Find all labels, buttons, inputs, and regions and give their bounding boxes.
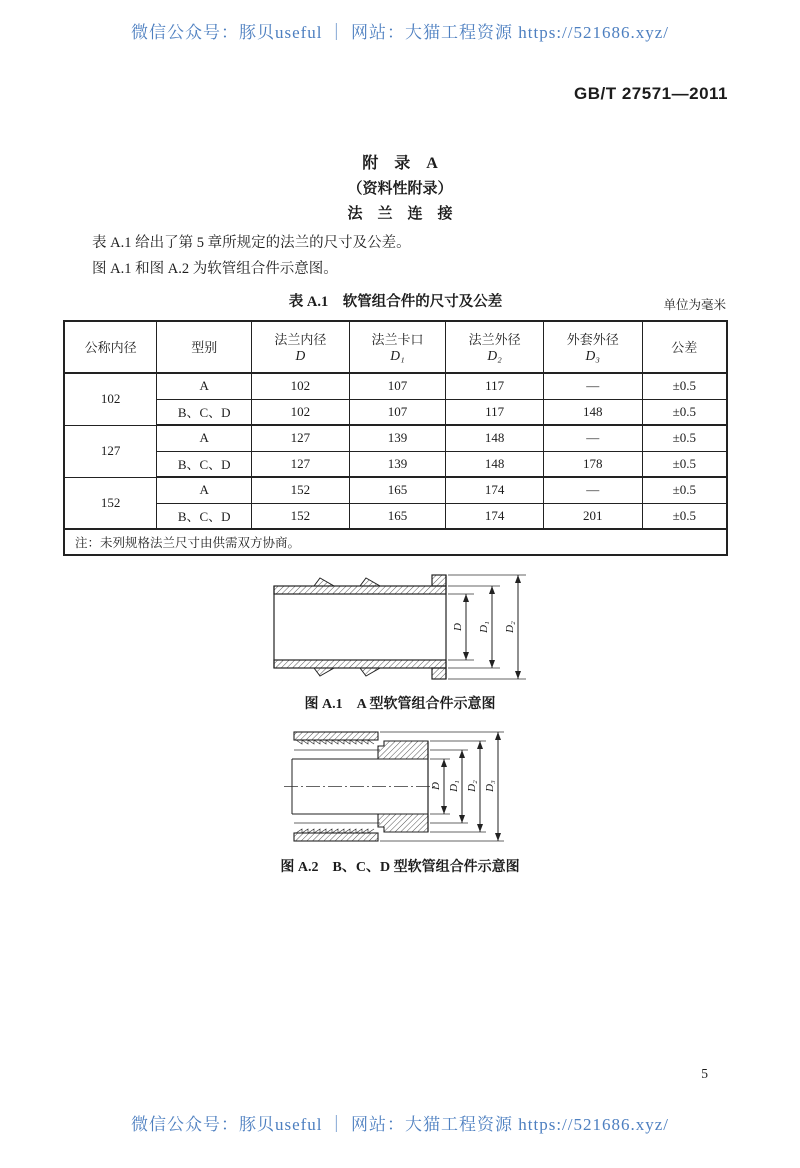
table-cell: A	[157, 373, 252, 399]
watermark-bottom: 微信公众号：豚贝useful ｜ 网站：大猫工程资源 https://521686.xyz/	[130, 1115, 670, 1134]
table-cell: 139	[349, 425, 446, 451]
table-cell: A	[157, 425, 252, 451]
hose-assembly-diagram-bcd-type	[280, 726, 520, 848]
table-cell-nominal: 152	[64, 477, 157, 529]
table-cell: B、C、D	[157, 399, 252, 425]
table-row	[64, 477, 727, 503]
table-cell-nominal: 102	[64, 373, 157, 425]
table-cell: 174	[446, 503, 543, 529]
table-cell: ±0.5	[642, 503, 727, 529]
watermark-top: 微信公众号：豚贝useful ｜ 网站：大猫工程资源 https://521686.xyz/	[130, 23, 670, 42]
table-cell: 117	[446, 399, 543, 425]
table-cell: 152	[252, 503, 349, 529]
figure-caption-a2: 图 A.2 B、C、D 型软管组合件示意图	[280, 860, 520, 875]
table-note-row	[64, 529, 727, 555]
table-cell: 102	[252, 399, 349, 425]
hose-assembly-diagram-a-type	[264, 566, 536, 690]
dimension-label: D₂	[466, 780, 478, 792]
dimension-label: D	[430, 782, 442, 790]
table-cell: 165	[349, 503, 446, 529]
paragraph-figure-ref: 图 A.1 和图 A.2 为软管组合件示意图。	[92, 261, 338, 277]
table-row	[64, 425, 727, 451]
table-cell: 127	[252, 425, 349, 451]
table-cell: 148	[446, 451, 543, 477]
table-row	[64, 503, 727, 529]
table-cell: ±0.5	[642, 399, 727, 425]
table-cell: 178	[543, 451, 642, 477]
col-header-sleeve-od: 外套外径 D₃	[543, 321, 642, 373]
dimension-table	[63, 320, 728, 556]
dimension-lines	[448, 575, 526, 679]
table-row	[64, 451, 727, 477]
table-cell: 107	[349, 373, 446, 399]
table-note: 注：未列规格法兰尺寸由供需双方协商。	[64, 529, 727, 555]
table-cell: ±0.5	[642, 373, 727, 399]
col-header-flange-od: 法兰外径 D₂	[446, 321, 543, 373]
dimension-label: D₂	[504, 621, 516, 633]
table-cell: 117	[446, 373, 543, 399]
table-row	[64, 399, 727, 425]
dimension-label: D₃	[484, 780, 496, 792]
table-cell: 148	[446, 425, 543, 451]
table-row	[64, 373, 727, 399]
table-cell: —	[543, 477, 642, 503]
table-cell: B、C、D	[157, 503, 252, 529]
paragraph-table-ref: 表 A.1 给出了第 5 章所规定的法兰的尺寸及公差。	[92, 235, 411, 251]
table-cell: ±0.5	[642, 425, 727, 451]
table-cell: 102	[252, 373, 349, 399]
dimension-label: D₁	[478, 621, 490, 633]
appendix-title: 附 录 A	[362, 155, 438, 172]
standard-number: GB/T 27571—2011	[574, 84, 728, 103]
figure-caption-a1: 图 A.1 A 型软管组合件示意图	[304, 697, 496, 712]
table-cell: 165	[349, 477, 446, 503]
table-cell: 152	[252, 477, 349, 503]
table-unit-label: 单位为毫米	[663, 298, 726, 312]
page-number: 5	[701, 1066, 708, 1081]
table-cell: —	[543, 373, 642, 399]
table-cell: —	[543, 425, 642, 451]
col-header-nominal: 公称内径	[64, 321, 157, 373]
table-caption: 表 A.1 软管组合件的尺寸及公差	[288, 294, 503, 310]
dimension-label: D	[452, 623, 464, 631]
table-cell: 148	[543, 399, 642, 425]
appendix-subtitle: （资料性附录）	[347, 181, 453, 197]
col-header-type: 型别	[157, 321, 252, 373]
col-header-flange-id: 法兰内径 D	[252, 321, 349, 373]
pipe-body	[274, 578, 446, 676]
table-cell: 107	[349, 399, 446, 425]
table-caption-row	[63, 290, 728, 316]
col-header-tolerance: 公差	[642, 321, 727, 373]
table-cell: ±0.5	[642, 477, 727, 503]
table-cell: B、C、D	[157, 451, 252, 477]
table-cell: 174	[446, 477, 543, 503]
table-cell-nominal: 127	[64, 425, 157, 477]
table-cell: 201	[543, 503, 642, 529]
appendix-heading: 法 兰 连 接	[347, 206, 453, 222]
table-cell: 139	[349, 451, 446, 477]
table-header-row	[64, 321, 727, 373]
col-header-bayonet: 法兰卡口 D₁	[349, 321, 446, 373]
table-cell: ±0.5	[642, 451, 727, 477]
table-cell: A	[157, 477, 252, 503]
table-cell: 127	[252, 451, 349, 477]
dimension-label: D₁	[448, 780, 460, 792]
